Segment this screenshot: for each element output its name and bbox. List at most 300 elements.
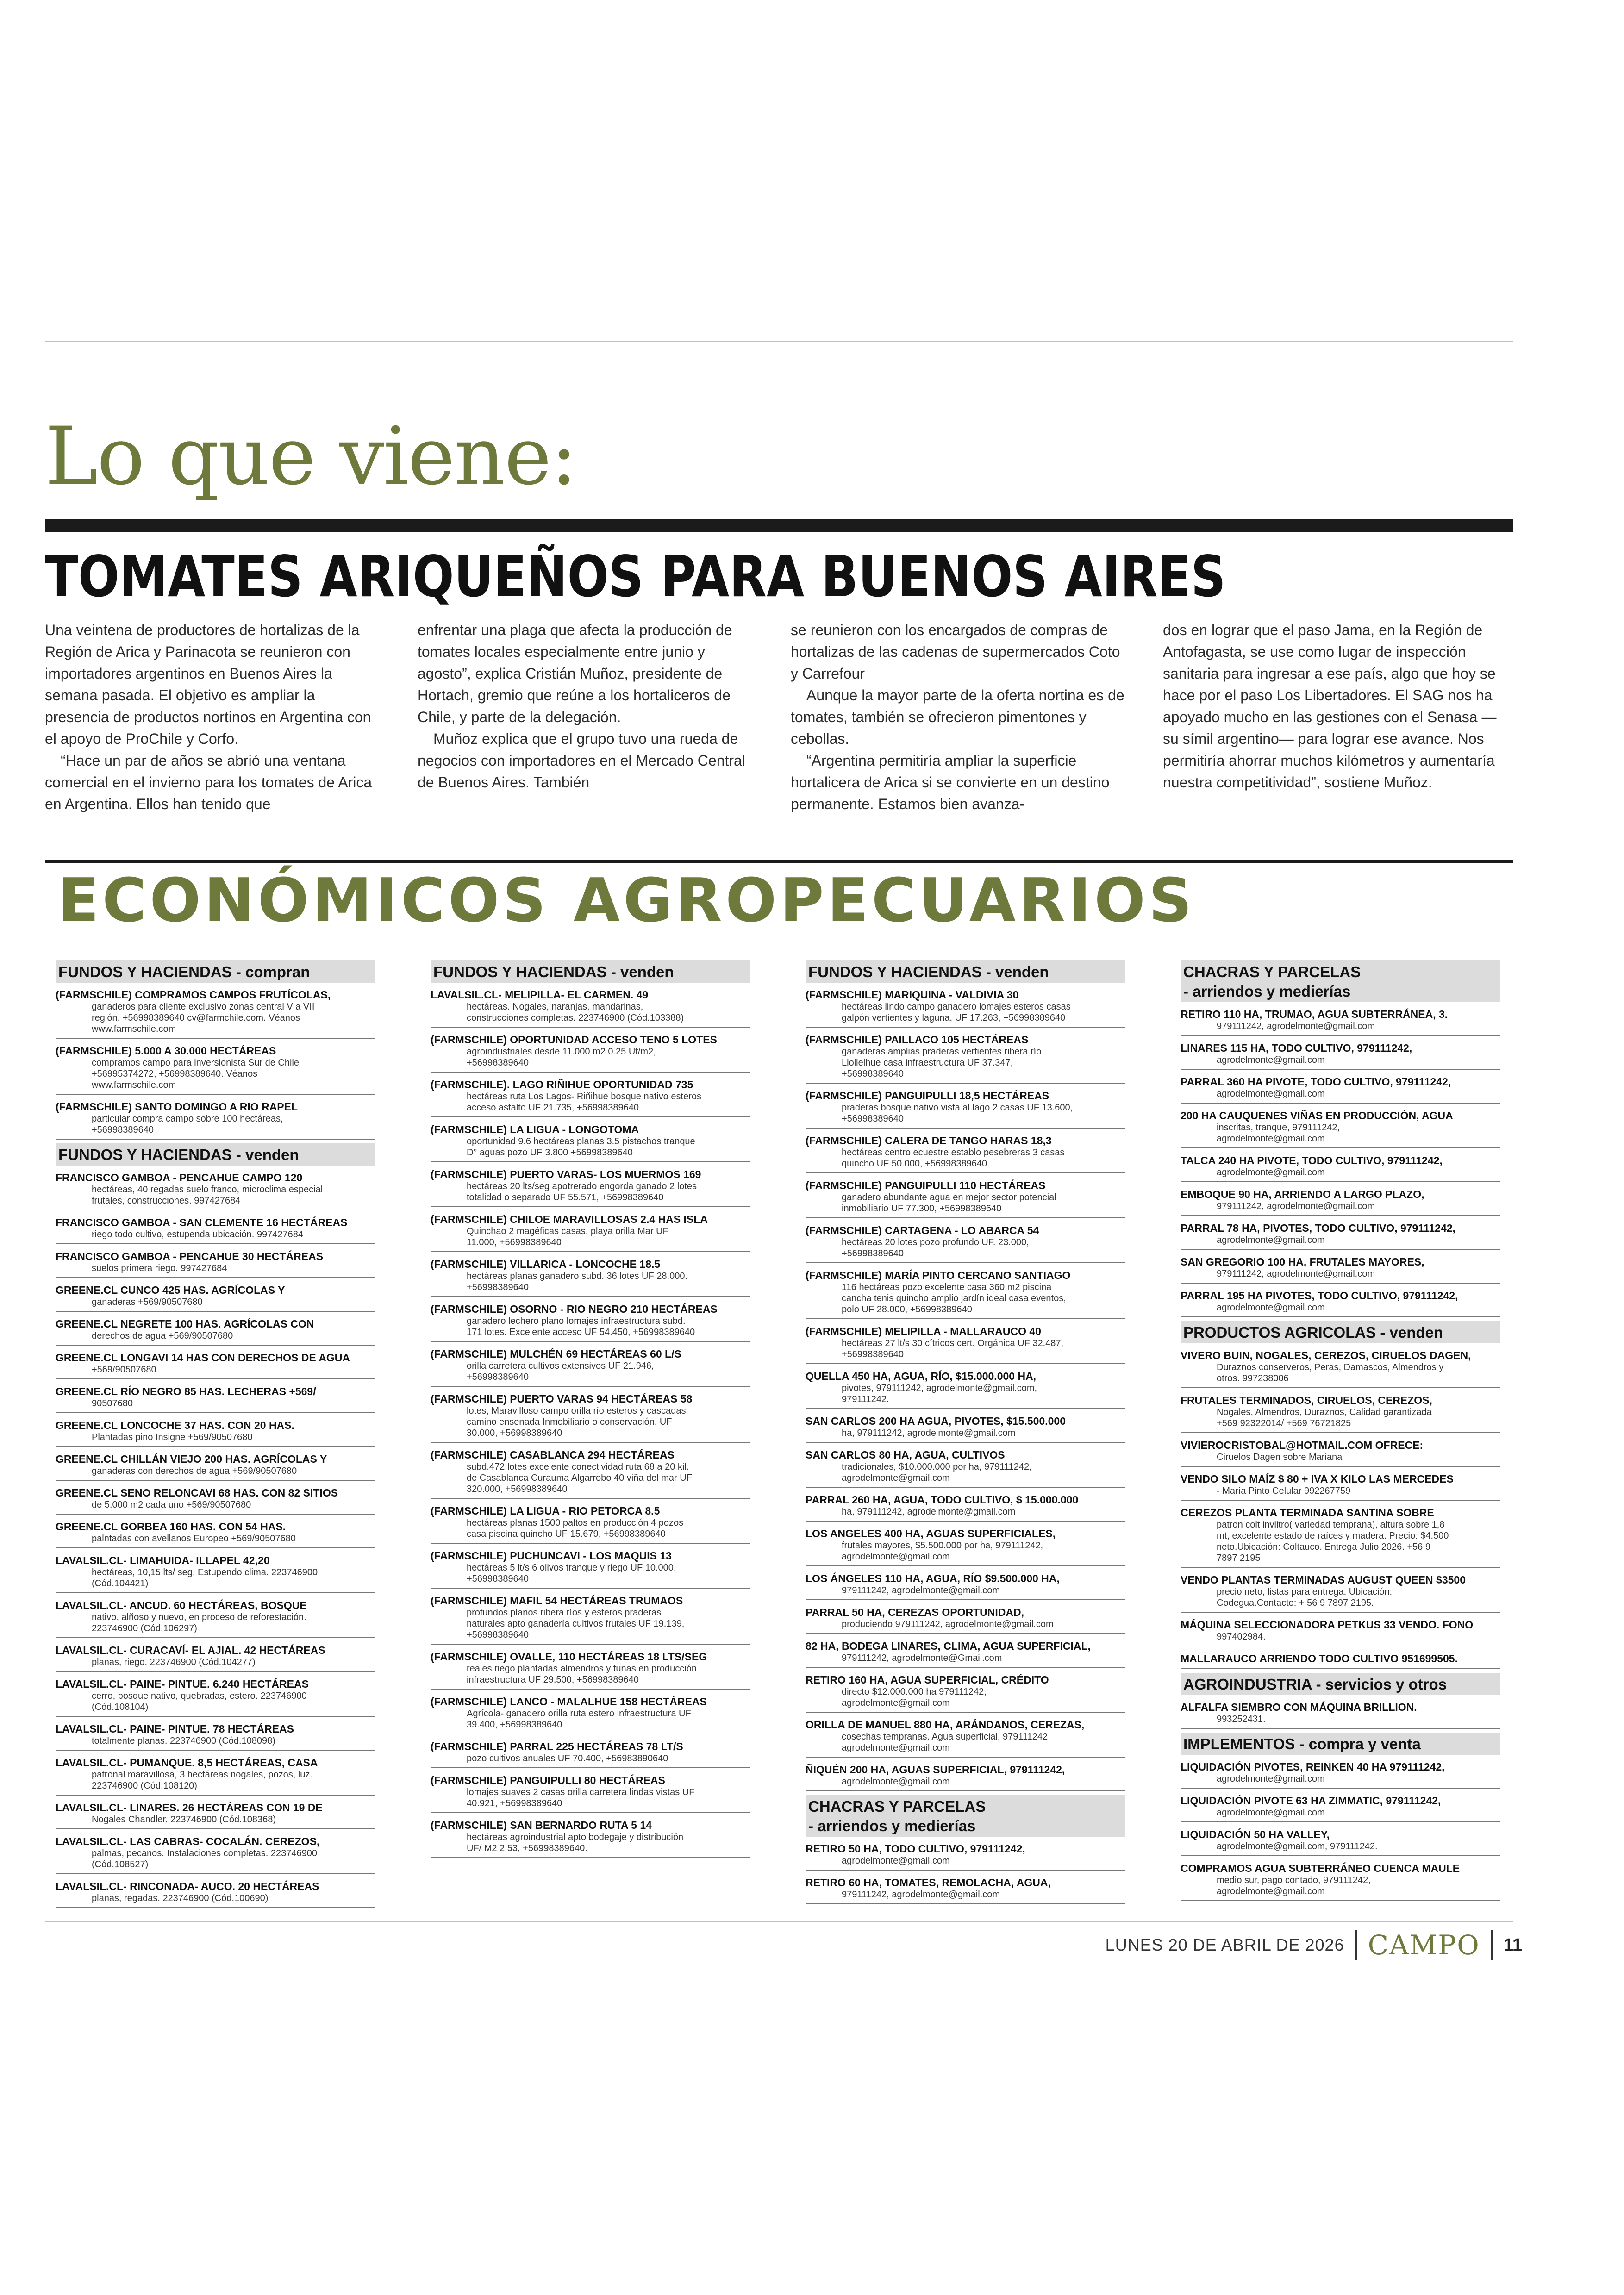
classifieds-column-2 (431, 960, 750, 1862)
ad-body-line: Nogales Chandler. 223746900 (Cód.108368) (92, 1815, 276, 1825)
category-header (806, 960, 1125, 983)
ad-heading: GREENE.CL GORBEA 160 HAS. CON 54 HAS. (56, 1521, 286, 1533)
ad-heading: (FARMSCHILE) PUERTO VARAS- LOS MUERMOS 169 (431, 1168, 701, 1180)
kicker-rule (45, 519, 1513, 532)
ad-body-line: Nogales, Almendros, Duraznos, Calidad garantizada (1217, 1407, 1432, 1417)
ad-heading: LAVALSIL.CL- PAINE- PINTUE. 6.240 HECTÁREAS (56, 1678, 309, 1690)
classifieds-column-4 (1181, 960, 1500, 1905)
ad-body-line: hectáreas planas 1500 paltos en producción 4 pozos (467, 1518, 684, 1528)
footer-rule (45, 1921, 1513, 1922)
ad-body-line: hectáreas ruta Los Lagos- Riñihue bosque nativo esteros (467, 1091, 701, 1102)
ad-heading: CEREZOS PLANTA TERMINADA SANTINA SOBRE (1181, 1507, 1434, 1519)
classified-ad (431, 986, 750, 1028)
category-header (1181, 1321, 1500, 1343)
article-paragraph: “Hace un par de años se abrió una ventana comercial en el invierno para los tomates de Arica en Argentina. Ellos han tenido que (45, 752, 372, 812)
article-paragraph: Aunque la mayor parte de la oferta nortina es de tomates, también se ofrecieron pimentones y cebollas. (791, 687, 1124, 747)
ad-heading: FRANCISCO GAMBOA - PENCAHUE CAMPO 120 (56, 1172, 303, 1184)
ad-body-line: +56998389640 (467, 1058, 529, 1068)
classified-ad (806, 1840, 1125, 1871)
ad-body-line: hectáreas 27 lt/s 30 cítricos cert. Orgánica UF 32.487, (842, 1338, 1064, 1348)
classified-ad (431, 1391, 750, 1443)
ad-body-line: infraestructura UF 29.500, +56998389640 (467, 1675, 639, 1685)
classified-ad (56, 1642, 375, 1672)
ad-body-line: agrodelmonte@gmail.com, 979111242. (1217, 1841, 1378, 1852)
ad-heading: TALCA 240 HA PIVOTE, TODO CULTIVO, 979111242, (1181, 1154, 1443, 1166)
ad-body-line: +56998389640 (842, 1114, 904, 1124)
category-header (1181, 960, 1500, 1002)
classified-ad (56, 1098, 375, 1140)
ad-heading: MÁQUINA SELECCIONADORA PETKUS 33 VENDO. FONO (1181, 1619, 1474, 1631)
ad-body-line: derechos de agua +569/90507680 (92, 1331, 233, 1341)
ad-body-line: agrodelmonte@gmail.com (1217, 1886, 1325, 1896)
classified-ad (431, 1738, 750, 1768)
ad-body-line: hectáreas 20 lts/seg apotrerado engorda ganado 2 lotes (467, 1181, 697, 1191)
classified-ad (806, 1323, 1125, 1364)
classified-ad (431, 1121, 750, 1162)
ad-body-line: 171 lotes. Excelente acceso UF 54.450, +56998389640 (467, 1327, 695, 1337)
classified-ad (56, 1383, 375, 1413)
classified-ad (56, 1833, 375, 1874)
ad-body-line: patronal maravillosa, 3 hectáreas nogales, pozos, luz. (92, 1770, 312, 1780)
category-header (806, 1795, 1125, 1837)
ad-body-line: galpón vertientes y laguna. UF 17.263, +56998389640 (842, 1013, 1066, 1023)
classified-ad (1181, 1040, 1500, 1070)
ad-body-line: camino ensenada Inmobiliario o conservación. UF (467, 1417, 672, 1427)
ad-body-line: otros. 997238006 (1217, 1373, 1289, 1384)
ad-heading: LAVALSIL.CL- CURACAVÍ- EL AJIAL. 42 HECTÁREAS (56, 1644, 325, 1656)
classified-ad (806, 1874, 1125, 1904)
ad-heading: VIVIEROCRISTOBAL@HOTMAIL.COM OFRECE: (1181, 1439, 1424, 1451)
ad-body-line: - María Pinto Celular 992267759 (1217, 1486, 1351, 1496)
classified-ad (431, 1817, 750, 1858)
ad-body-line: pozo cultivos anuales UF 70.400, +56983890640 (467, 1753, 668, 1764)
category-title: FUNDOS Y HACIENDAS - venden (58, 1146, 299, 1163)
ad-heading: PARRAL 260 HA, AGUA, TODO CULTIVO, $ 15.000.000 (806, 1494, 1079, 1506)
ad-body-line: +56998389640 (842, 1349, 904, 1360)
classified-ad (1181, 1347, 1500, 1388)
classified-ad (806, 1413, 1125, 1443)
classified-ad (56, 986, 375, 1039)
ad-heading: (FARMSCHILE) PUERTO VARAS 94 HECTÁREAS 58 (431, 1393, 693, 1405)
ad-body-line: ha, 979111242, agrodelmonte@gmail.com (842, 1507, 1016, 1517)
classified-ad (806, 1638, 1125, 1668)
ad-heading: PARRAL 195 HA PIVOTES, TODO CULTIVO, 979111242, (1181, 1290, 1458, 1302)
ad-heading: LAVALSIL.CL- PAINE- PINTUE. 78 HECTÁREAS (56, 1723, 294, 1735)
ad-body-line: agrodelmonte@gmail.com (1217, 1303, 1325, 1313)
classified-ad (56, 1169, 375, 1210)
ad-body-line: 40.921, +56998389640 (467, 1798, 562, 1809)
classified-ad (56, 1451, 375, 1481)
classified-ad (1181, 1107, 1500, 1148)
ad-body-line: agrodelmonte@gmail.com (1217, 1808, 1325, 1818)
ad-heading: (FARMSCHILE) OVALLE, 110 HECTÁREAS 18 LTS/SEG (431, 1651, 707, 1663)
ad-body-line: casa piscina quincho UF 15.679, +56998389640 (467, 1529, 666, 1539)
classified-ad (431, 1166, 750, 1207)
classified-ad (56, 1676, 375, 1717)
ad-body-line: ganaderos para cliente exclusivo zonas central V a VII (92, 1002, 315, 1012)
ad-heading: (FARMSCHILE) 5.000 A 30.000 HECTÁREAS (56, 1045, 276, 1057)
classified-ad (1181, 1073, 1500, 1104)
ad-body-line: (Cód.108104) (92, 1702, 149, 1712)
ad-body-line: pivotes, 979111242, agrodelmonte@gmail.com, (842, 1383, 1037, 1393)
classified-ad (1181, 1437, 1500, 1467)
ad-body-line: subd.472 lotes excelente conectividad ruta 68 a 20 kil. (467, 1462, 689, 1472)
ad-heading: LIQUIDACIÓN PIVOTE 63 HA ZIMMATIC, 979111242, (1181, 1795, 1441, 1807)
ad-heading: QUELLA 450 HA, AGUA, RÍO, $15.000.000 HA, (806, 1370, 1037, 1382)
ad-body-line: particular compra campo sobre 100 hectáreas, (92, 1114, 283, 1124)
ad-body-line: frutales, construcciones. 997427684 (92, 1196, 241, 1206)
classified-ad (806, 1087, 1125, 1129)
classified-ad (431, 1592, 750, 1645)
ad-body-line: ganadero lechero plano lomajes infraestructura subd. (467, 1316, 686, 1326)
category-title: IMPLEMENTOS - compra y venta (1183, 1735, 1421, 1752)
ad-body-line: agrodelmonte@gmail.com (1217, 1235, 1325, 1245)
ad-body-line: totalmente planas. 223746900 (Cód.108098) (92, 1736, 275, 1746)
ad-heading: 200 HA CAUQUENES VIÑAS EN PRODUCCIÓN, AGUA (1181, 1110, 1453, 1122)
classified-ad (1181, 1392, 1500, 1433)
ad-heading: (FARMSCHILE) PANGUIPULLI 110 HECTÁREAS (806, 1179, 1046, 1191)
ad-body-line: Llollelhue casa infraestructura UF 37.347, (842, 1058, 1013, 1068)
ad-heading: FRANCISCO GAMBOA - SAN CLEMENTE 16 HECTÁREAS (56, 1216, 348, 1229)
ad-body-line: lotes, Maravilloso campo orilla río esteros y cascadas (467, 1406, 686, 1416)
ad-heading: (FARMSCHILE) VILLARICA - LONCOCHE 18.5 (431, 1258, 661, 1270)
ad-body-line: construcciones completas. 223746900 (Cód.103388) (467, 1013, 684, 1023)
ad-body-line: riego todo cultivo, estupenda ubicación. 997427684 (92, 1229, 304, 1240)
footer-divider (1491, 1930, 1493, 1960)
article-headline: TOMATES ARIQUEÑOS PARA BUENOS AIRES (45, 544, 1226, 610)
category-header (56, 960, 375, 983)
classified-ad (56, 1316, 375, 1346)
ad-body-line: agroindustriales desde 11.000 m2 0.25 Uf/m2, (467, 1047, 656, 1057)
ad-body-line: Ciruelos Dagen sobre Mariana (1217, 1452, 1343, 1462)
ad-heading: FRANCISCO GAMBOA - PENCAHUE 30 HECTÁREAS (56, 1250, 324, 1262)
ad-body-line: (Cód.108527) (92, 1859, 149, 1870)
ad-heading: PARRAL 78 HA, PIVOTES, TODO CULTIVO, 979111242, (1181, 1222, 1455, 1234)
ad-body-line: hectáreas, 10,15 lts/ seg. Estupendo clima. 223746900 (92, 1567, 318, 1578)
ad-body-line: ganaderas amplias praderas vertientes ribera río (842, 1047, 1042, 1057)
category-header (1181, 1733, 1500, 1755)
ad-body-line: 11.000, +56998389640 (467, 1237, 562, 1247)
ad-heading: GREENE.CL RÍO NEGRO 85 HAS. LECHERAS +569/ (56, 1385, 316, 1397)
article-column-3 (791, 619, 1129, 815)
ad-heading: LAVALSIL.CL- PUMANQUE. 8,5 HECTÁREAS, CASA (56, 1757, 318, 1769)
ad-body-line: agrodelmonte@gmail.com (842, 1743, 950, 1753)
ad-body-line: de Casablanca Curauma Algarrobo 40 viña del mar UF (467, 1473, 692, 1483)
ad-body-line: tradicionales, $10.000.000 por ha, 979111242, (842, 1462, 1032, 1472)
ad-heading: (FARMSCHILE) PUCHUNCAVI - LOS MAQUIS 13 (431, 1550, 672, 1562)
ad-body-line: cerro, bosque nativo, quebradas, estero. 223746900 (92, 1691, 307, 1701)
ad-heading: (FARMSCHILE) OPORTUNIDAD ACCESO TENO 5 LOTES (431, 1034, 717, 1046)
ad-body-line: UF/ M2 2.53, +56998389640. (467, 1843, 587, 1853)
ad-body-line: ganaderas con derechos de agua +569/90507680 (92, 1466, 297, 1476)
ad-body-line: +56998389640 (467, 1372, 529, 1382)
ad-body-line: ganaderas +569/90507680 (92, 1297, 203, 1307)
article-paragraph: se reunieron con los encargados de compras de hortalizas de las cadenas de supermercados Coto y Carrefour (791, 622, 1120, 682)
classified-ad (431, 1031, 750, 1073)
classified-ad (1181, 1572, 1500, 1613)
ad-body-line: D° aguas pozo UF 3.800 +56998389640 (467, 1148, 633, 1158)
ad-heading: (FARMSCHILE) SAN BERNARDO RUTA 5 14 (431, 1819, 652, 1831)
ad-body-line: agrodelmonte@gmail.com (842, 1777, 950, 1787)
classified-ad (431, 1693, 750, 1734)
ad-body-line: 90507680 (92, 1398, 133, 1409)
top-rule (45, 341, 1513, 342)
page-footer (1106, 1928, 1522, 1962)
classified-ad (56, 1754, 375, 1796)
classified-ad (56, 1282, 375, 1312)
ad-heading: LOS ÁNGELES 110 HA, AGUA, RÍO $9.500.000 HA, (806, 1572, 1060, 1584)
ad-body-line: 30.000, +56998389640 (467, 1428, 562, 1438)
classified-ad (431, 1447, 750, 1499)
ad-heading: LAVALSIL.CL- ANCUD. 60 HECTÁREAS, BOSQUE (56, 1599, 307, 1611)
ad-heading: ORILLA DE MANUEL 880 HA, ARÁNDANOS, CEREZAS, (806, 1719, 1085, 1731)
ad-body-line: +56998389640 (467, 1630, 529, 1640)
ad-body-line: 7897 2195 (1217, 1553, 1261, 1563)
classified-ad (1181, 1471, 1500, 1501)
ad-body-line: mt, excelente estado de raíces y madera. Precio: $4.500 (1217, 1531, 1449, 1541)
ad-heading: LAVALSIL.CL- RINCONADA- AUCO. 20 HECTÁREAS (56, 1880, 319, 1892)
ad-body-line: palntadas con avellanos Europeo +569/90507680 (92, 1534, 296, 1544)
ad-heading: 82 HA, BODEGA LINARES, CLIMA, AGUA SUPERFICIAL, (806, 1640, 1091, 1652)
ad-body-line: cancha tenis quincho amplio jardín ideal casa eventos, (842, 1293, 1066, 1303)
ad-body-line: produciendo 979111242, agrodelmonte@gmail.com (842, 1619, 1054, 1629)
ad-heading: GREENE.CL CUNCO 425 HAS. AGRÍCOLAS Y (56, 1284, 285, 1296)
classified-ad (1181, 1287, 1500, 1317)
ad-heading: EMBOQUE 90 HA, ARRIENDO A LARGO PLAZO, (1181, 1188, 1424, 1200)
classified-ad (806, 1671, 1125, 1713)
ad-body-line: profundos planos ribera ríos y esteros praderas (467, 1608, 662, 1618)
classified-ad (56, 1484, 375, 1515)
ad-body-line: región. +56998389640 cv@farmchile.com. Véanos (92, 1013, 300, 1023)
ad-body-line: hectáreas planas ganadero subd. 36 lotes UF 28.000. (467, 1271, 687, 1281)
ad-body-line: agrodelmonte@gmail.com (842, 1552, 950, 1562)
classified-ad (56, 1349, 375, 1379)
ad-heading: (FARMSCHILE) COMPRAMOS CAMPOS FRUTÍCOLAS, (56, 989, 331, 1001)
classified-ad (431, 1256, 750, 1297)
footer-date: LUNES 20 DE ABRIL DE 2026 (1105, 1935, 1344, 1954)
section-rule (45, 860, 1513, 863)
ad-heading: GREENE.CL LONGAVI 14 HAS CON DERECHOS DE AGUA (56, 1352, 350, 1364)
ad-heading: ALFALFA SIEMBRO CON MÁQUINA BRILLION. (1181, 1701, 1417, 1713)
ad-heading: LAVALSIL.CL- LAS CABRAS- COCALÁN. CEREZOS, (56, 1835, 320, 1847)
ad-body-line: praderas bosque nativo vista al lago 2 casas UF 13.600, (842, 1103, 1073, 1113)
ad-body-line: +56998389640 (467, 1282, 529, 1292)
classified-ad (56, 1518, 375, 1548)
ad-heading: LINARES 115 HA, TODO CULTIVO, 979111242, (1181, 1042, 1412, 1054)
ad-body-line: medio sur, pago contado, 979111242, (1217, 1875, 1371, 1885)
category-header (56, 1143, 375, 1166)
classified-ad (56, 1417, 375, 1447)
ad-body-line: (Cód.104421) (92, 1578, 149, 1589)
ad-body-line: planas, riego. 223746900 (Cód.104277) (92, 1657, 256, 1667)
classified-ad (1181, 1759, 1500, 1789)
footer-divider (1355, 1930, 1357, 1960)
ad-body-line: frutales mayores, $5.500.000 por ha, 979111242, (842, 1540, 1043, 1551)
ad-body-line: Quinchao 2 magéficas casas, playa orilla Mar UF (467, 1226, 668, 1236)
classified-ad (806, 1604, 1125, 1634)
classified-ad (806, 1570, 1125, 1600)
ad-body-line: agrodelmonte@gmail.com (1217, 1167, 1325, 1178)
classified-ad (1181, 1152, 1500, 1182)
classified-ad (56, 1214, 375, 1244)
ad-heading: VIVERO BUIN, NOGALES, CEREZOS, CIRUELOS DAGEN, (1181, 1349, 1471, 1361)
classified-ad (56, 1799, 375, 1829)
ad-body-line: 223746900 (Cód.108120) (92, 1781, 197, 1791)
ad-heading: (FARMSCHILE) SANTO DOMINGO A RIO RAPEL (56, 1101, 298, 1113)
classified-ad (431, 1648, 750, 1690)
ad-heading: (FARMSCHILE) MARÍA PINTO CERCANO SANTIAGO (806, 1269, 1071, 1281)
ad-body-line: 993252431. (1217, 1714, 1266, 1724)
ad-body-line: palmas, pecanos. Instalaciones completas. 223746900 (92, 1848, 317, 1858)
ad-body-line: acceso asfalto UF 21.735, +56998389640 (467, 1103, 639, 1113)
ad-heading: (FARMSCHILE) LA LIGUA - LONGOTOMA (431, 1123, 639, 1135)
ad-body-line: Duraznos conserveros, Peras, Damascos, Almendros y (1217, 1362, 1444, 1372)
ad-body-line: 979111242, agrodelmonte@gmail.com (842, 1890, 1000, 1900)
ad-body-line: 997402984. (1217, 1632, 1266, 1642)
classified-ad (1181, 1006, 1500, 1036)
ad-body-line: agrodelmonte@gmail.com (1217, 1134, 1325, 1144)
category-title: FUNDOS Y HACIENDAS - venden (808, 963, 1049, 980)
ad-body-line: planas, regadas. 223746900 (Cód.100690) (92, 1893, 269, 1903)
classified-ad (431, 1772, 750, 1813)
classified-ad (806, 1222, 1125, 1263)
ad-body-line: 223746900 (Cód.106297) (92, 1623, 197, 1634)
ad-body-line: suelos primera riego. 997427684 (92, 1263, 227, 1273)
classified-ad (806, 1031, 1125, 1084)
article-column-1 (45, 619, 383, 815)
classified-ad (806, 1267, 1125, 1319)
ad-heading: (FARMSCHILE) PAILLACO 105 HECTÁREAS (806, 1034, 1029, 1046)
ad-heading: GREENE.CL LONCOCHE 37 HAS. CON 20 HAS. (56, 1419, 294, 1431)
ad-heading: GREENE.CL SENO RELONCAVI 68 HAS. CON 82 SITIOS (56, 1487, 338, 1499)
classified-ad (1181, 1504, 1500, 1568)
ad-heading: (FARMSCHILE). LAGO RIÑIHUE OPORTUNIDAD 735 (431, 1079, 693, 1091)
ad-heading: LAVALSIL.CL- MELIPILLA- EL CARMEN. 49 (431, 989, 649, 1001)
article-paragraph: “Argentina permitiría ampliar la superficie hortalicera de Arica si se convierte en un destino permanente. Estamos bien avanza- (791, 752, 1110, 812)
ad-body-line: Agrícola- ganadero orilla ruta estero infraestructura UF (467, 1709, 691, 1719)
ad-body-line: +56995374272, +56998389640. Véanos (92, 1069, 258, 1079)
ad-heading: (FARMSCHILE) MAFIL 54 HECTÁREAS TRUMAOS (431, 1595, 683, 1607)
category-title: FUNDOS Y HACIENDAS - venden (433, 963, 674, 980)
ad-body-line: Plantadas pino Insigne +569/90507680 (92, 1432, 253, 1442)
ad-heading: VENDO SILO MAÍZ $ 80 + IVA X KILO LAS MERCEDES (1181, 1473, 1454, 1485)
ad-heading: (FARMSCHILE) PANGUIPULLI 80 HECTÁREAS (431, 1774, 665, 1786)
classified-ad (1181, 1254, 1500, 1284)
category-header (1181, 1673, 1500, 1695)
ad-body-line: hectáreas. Nogales, naranjas, mandarinas, (467, 1002, 643, 1012)
ad-body-line: ganadero abundante agua en mejor sector potencial (842, 1192, 1056, 1203)
ad-heading: GREENE.CL NEGRETE 100 HAS. AGRÍCOLAS CON (56, 1318, 314, 1330)
classified-ad (806, 1368, 1125, 1409)
classified-ad (56, 1248, 375, 1278)
ad-heading: (FARMSCHILE) PANGUIPULLI 18,5 HECTÁREAS (806, 1090, 1049, 1102)
classified-ad (806, 1761, 1125, 1791)
classified-ad (431, 1301, 750, 1342)
footer-section-name: CAMPO (1368, 1929, 1480, 1961)
classified-ad (806, 1525, 1125, 1566)
ad-body-line: inscritas, tranque, 979111242, (1217, 1123, 1340, 1133)
ad-heading: (FARMSCHILE) LANCO - MALALHUE 158 HECTÁREAS (431, 1696, 707, 1708)
category-title: FUNDOS Y HACIENDAS - compran (58, 963, 310, 980)
page-number: 11 (1503, 1935, 1522, 1955)
ad-body-line: Codegua.Contacto: + 56 9 7897 2195. (1217, 1598, 1374, 1608)
ad-body-line: 979111242. (842, 1394, 889, 1404)
kicker-title: Lo que viene: (45, 410, 577, 503)
ad-heading: PARRAL 50 HA, CEREZAS OPORTUNIDAD, (806, 1606, 1024, 1618)
ad-body-line: +569/90507680 (92, 1365, 156, 1375)
ad-heading: SAN CARLOS 80 HA, AGUA, CULTIVOS (806, 1449, 1005, 1461)
ad-body-line: cosechas tempranas. Agua superficial, 979111242 (842, 1732, 1048, 1742)
ad-body-line: polo UF 28.000, +56998389640 (842, 1304, 972, 1315)
ad-body-line: hectáreas lindo campo ganadero lomajes esteros casas (842, 1002, 1071, 1012)
ad-body-line: 39.400, +56998389640 (467, 1720, 562, 1730)
ad-body-line: totalidad o separado UF 55.571, +56998389640 (467, 1192, 664, 1203)
classified-ad (1181, 1650, 1500, 1669)
classified-ad (56, 1878, 375, 1908)
ad-body-line: 979111242, agrodelmonte@gmail.com (1217, 1201, 1375, 1211)
classified-ad (1181, 1699, 1500, 1729)
ad-heading: (FARMSCHILE) LA LIGUA - RIO PETORCA 8.5 (431, 1505, 660, 1517)
classified-ad (806, 986, 1125, 1028)
ad-body-line: agrodelmonte@gmail.com (1217, 1055, 1325, 1065)
ad-heading: SAN CARLOS 200 HA AGUA, PIVOTES, $15.500.000 (806, 1415, 1066, 1427)
ad-heading: LAVALSIL.CL- LIMAHUIDA- ILLAPEL 42,20 (56, 1554, 270, 1566)
classified-ad (431, 1503, 750, 1544)
ad-body-line: www.farmschile.com (92, 1080, 176, 1090)
ad-body-line: 979111242, agrodelmonte@gmail.com (842, 1585, 1000, 1596)
classified-ad (431, 1346, 750, 1387)
classified-ad (56, 1042, 375, 1095)
ad-heading: (FARMSCHILE) MELIPILLA - MALLARAUCO 40 (806, 1325, 1041, 1337)
category-title: CHACRAS Y PARCELAS (1183, 963, 1361, 980)
article-paragraph: enfrentar una plaga que afecta la producción de tomates locales especialmente entre junio y agosto”, explica Cristián Muñoz, presidente de Hortach, gremio que reúne a los hortaliceros de Chile, y parte de la delegación. (418, 622, 732, 725)
classified-ad (806, 1447, 1125, 1488)
ad-heading: LIQUIDACIÓN 50 HA VALLEY, (1181, 1828, 1330, 1840)
ad-body-line: hectáreas 20 lotes pozo profundo UF. 23.000, (842, 1237, 1029, 1247)
classified-ad (1181, 1792, 1500, 1822)
ad-heading: LOS ANGELES 400 HA, AGUAS SUPERFICIALES, (806, 1528, 1056, 1540)
classified-ad (56, 1597, 375, 1638)
category-subtitle: - arriendos y medierías (808, 1817, 976, 1834)
ad-body-line: 979111242, agrodelmonte@gmail.com (1217, 1021, 1375, 1031)
ad-body-line: +569 92322014/ +569 76721825 (1217, 1418, 1351, 1428)
classified-ad (56, 1721, 375, 1751)
classified-ad (1181, 1220, 1500, 1250)
ad-heading: LAVALSIL.CL- LINARES. 26 HECTÁREAS CON 19 DE (56, 1802, 323, 1814)
classified-ad (1181, 1616, 1500, 1646)
category-header (431, 960, 750, 983)
ad-body-line: 979111242, agrodelmonte@gmail.com (1217, 1269, 1375, 1279)
ad-heading: SAN GREGORIO 100 HA, FRUTALES MAYORES, (1181, 1256, 1424, 1268)
ad-body-line: de 5.000 m2 cada uno +569/90507680 (92, 1500, 251, 1510)
ad-body-line: agrodelmonte@gmail.com (1217, 1089, 1325, 1099)
ad-heading: MALLARAUCO ARRIENDO TODO CULTIVO 951699505. (1181, 1653, 1458, 1665)
article-column-2 (418, 619, 756, 793)
ad-heading: (FARMSCHILE) CHILOE MARAVILLOSAS 2.4 HAS ISLA (431, 1213, 708, 1225)
ad-heading: VENDO PLANTAS TERMINADAS AUGUST QUEEN $3500 (1181, 1574, 1466, 1586)
ad-heading: RETIRO 110 HA, TRUMAO, AGUA SUBTERRÁNEA, 3. (1181, 1008, 1448, 1020)
classified-ad (1181, 1826, 1500, 1856)
classified-ad (431, 1211, 750, 1252)
category-title: AGROINDUSTRIA - servicios y otros (1183, 1676, 1447, 1693)
ad-body-line: oportunidad 9.6 hectáreas planas 3.5 pistachos tranque (467, 1136, 695, 1147)
ad-body-line: 116 hectáreas pozo excelente casa 360 m2 piscina (842, 1282, 1052, 1292)
article-paragraph: Muñoz explica que el grupo tuvo una rueda de negocios con importadores en el Mercado Central de Buenos Aires. También (418, 730, 745, 791)
ad-body-line: hectáreas agroindustrial apto bodegaje y distribución (467, 1832, 684, 1842)
ad-heading: RETIRO 60 HA, TOMATES, REMOLACHA, AGUA, (806, 1877, 1051, 1889)
ad-body-line: patron colt inviitro( variedad temprana), altura sobre 1,8 (1217, 1520, 1445, 1530)
ad-heading: (FARMSCHILE) CASABLANCA 294 HECTÁREAS (431, 1449, 675, 1461)
